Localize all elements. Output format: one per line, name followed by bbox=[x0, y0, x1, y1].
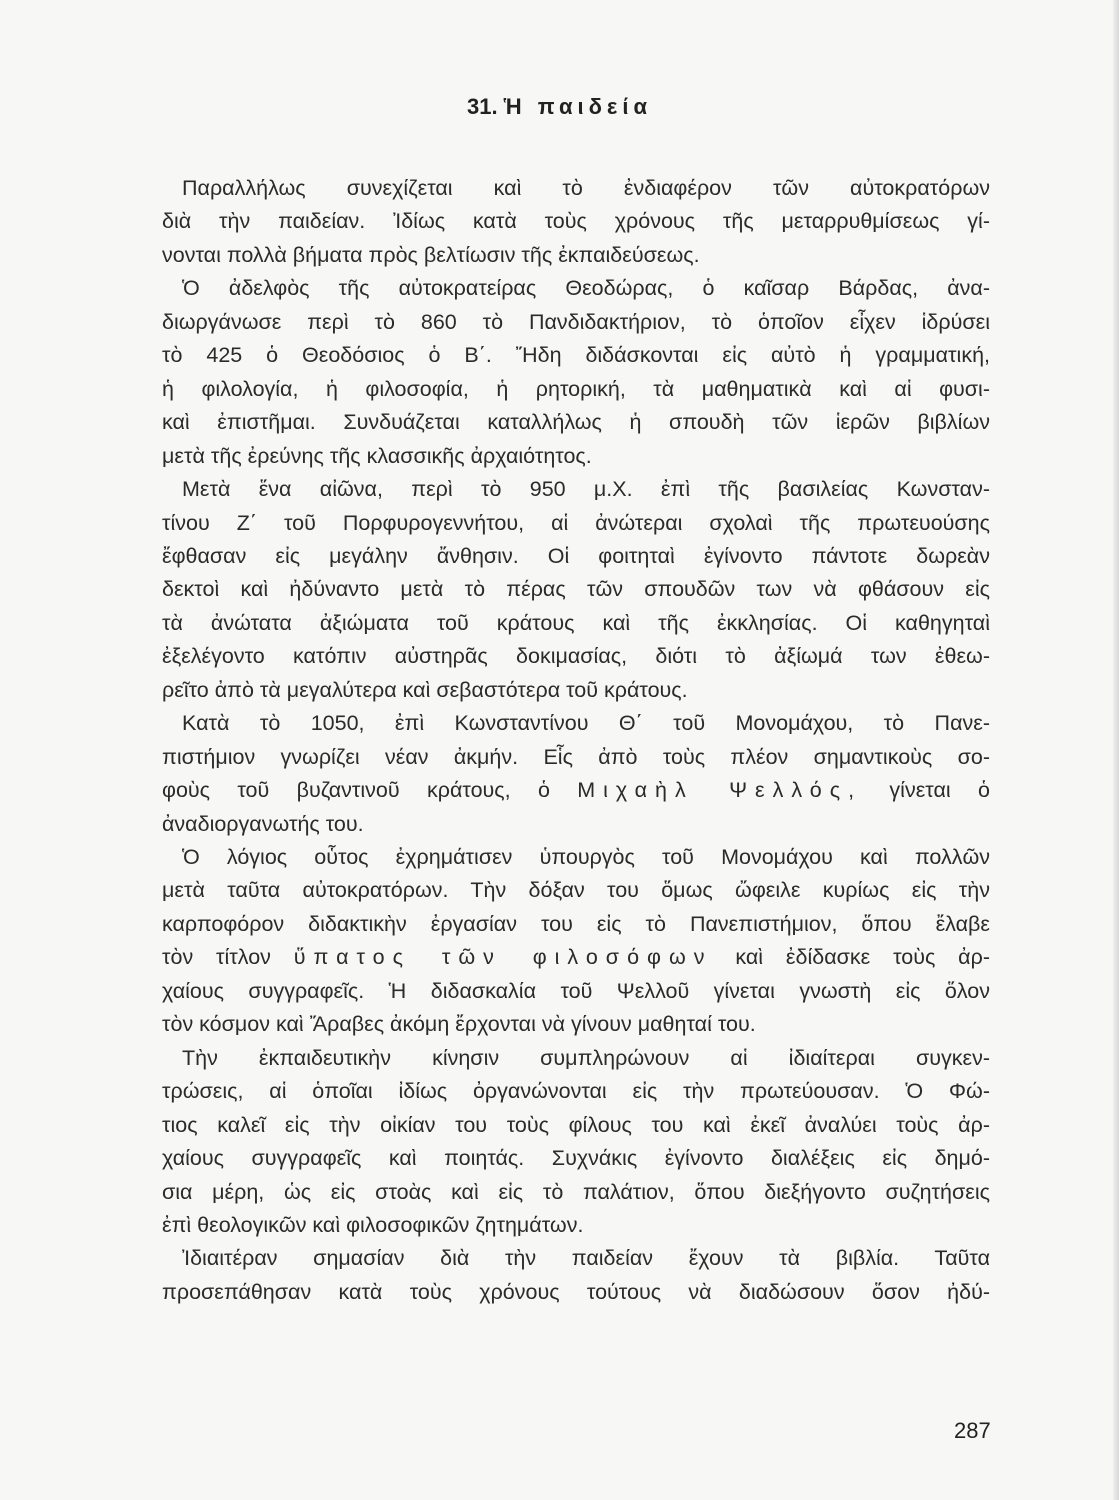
section-number: 31. bbox=[466, 94, 498, 119]
text-line: πιστήμιον γνωρίζει νέαν ἀκμήν. Εἷς ἀπὸ τοὺς πλέον σημαντικοὺς σο- bbox=[162, 744, 990, 769]
text-line: μετὰ ταῦτα αὐτοκρατόρων. Τὴν δόξαν του ὅμως ὤφειλε κυρίως εἰς τὴν bbox=[162, 878, 990, 903]
text-line: Ἰδιαιτέραν σημασίαν διὰ τὴν παιδείαν ἔχουν τὰ βιβλία. Ταῦτα bbox=[182, 1246, 990, 1271]
text-segment: καὶ ἐδίδασκε τοὺς ἀρ- bbox=[712, 945, 990, 970]
text-line: ἐπὶ θεολογικῶν καὶ φιλοσοφικῶν ζητημάτων. bbox=[162, 1212, 584, 1237]
section-title-text: Ἡ παιδεία bbox=[503, 94, 653, 119]
text-line: καρποφόρον διδακτικὴν ἐργασίαν του εἰς τὸ Πανεπιστήμιον, ὅπου ἔλαβε bbox=[162, 911, 990, 936]
text-line: τρώσεις, αἱ ὁποῖαι ἰδίως ὀργανώνονται εἰς τὴν πρωτεύουσαν. Ὁ Φώ- bbox=[162, 1079, 990, 1104]
text-line: Παραλλήλως συνεχίζεται καὶ τὸ ἐνδιαφέρον τῶν αὐτοκρατόρων bbox=[182, 176, 990, 200]
text-line: σια μέρη, ὡς εἰς στοὰς καὶ εἰς τὸ παλάτιον, ὅπου διεξήγοντο συζητήσεις bbox=[162, 1179, 990, 1204]
emphasized-spaced-text: Μιχαὴλ Ψελλός, bbox=[577, 778, 863, 803]
page-number: 287 bbox=[954, 1418, 991, 1443]
text-line: τιος καλεῖ εἰς τὴν οἰκίαν του τοὺς φίλους του καὶ ἐκεῖ ἀναλύει τοὺς ἀρ- bbox=[162, 1112, 990, 1137]
text-line: ἔφθασαν εἰς μεγάλην ἄνθησιν. Οἱ φοιτηταὶ ἐγίνοντο πάντοτε δωρεὰν bbox=[162, 543, 990, 568]
text-line: ρεῖτο ἀπὸ τὰ μεγαλύτερα καὶ σεβαστότερα τοῦ κράτους. bbox=[162, 677, 688, 702]
text-line: τὰ ἀνώτατα ἀξιώματα τοῦ κράτους καὶ τῆς ἐκκλησίας. Οἱ καθηγηταὶ bbox=[162, 610, 990, 635]
text-line: Τὴν ἐκπαιδευτικὴν κίνησιν συμπληρώνουν αἱ ἰδιαίτεραι συγκεν- bbox=[182, 1045, 990, 1070]
text-line: χαίους συγγραφεῖς καὶ ποιητάς. Συχνάκις ἐγίνοντο διαλέξεις εἰς δημό- bbox=[162, 1146, 990, 1171]
text-segment: φοὺς τοῦ βυζαντινοῦ κράτους, ὁ bbox=[162, 778, 578, 803]
section-title bbox=[0, 94, 1119, 120]
text-line: ἐξελέγοντο κατόπιν αὐστηρᾶς δοκιμασίας, διότι τὸ ἀξίωμά των ἐθεω- bbox=[162, 644, 990, 669]
text-line: Ὁ ἀδελφὸς τῆς αὐτοκρατείρας Θεοδώρας, ὁ καῖσαρ Βάρδας, ἀνα- bbox=[182, 276, 990, 301]
text-line: διὰ τὴν παιδείαν. Ἰδίως κατὰ τοὺς χρόνους τῆς μεταρρυθμίσεως γί- bbox=[162, 209, 990, 234]
text-line: προσεπάθησαν κατὰ τοὺς χρόνους τούτους νὰ διαδώσουν ὅσον ἠδύ- bbox=[162, 1279, 990, 1304]
text-line: καὶ ἐπιστῆμαι. Συνδυάζεται καταλλήλως ἡ σπουδὴ τῶν ἱερῶν βιβλίων bbox=[162, 410, 990, 435]
text-line bbox=[162, 943, 990, 971]
text-line: Κατὰ τὸ 1050, ἐπὶ Κωνσταντίνου Θ΄ τοῦ Μονομάχου, τὸ Πανε- bbox=[182, 711, 990, 736]
text-line bbox=[162, 776, 990, 804]
text-line: Μετὰ ἕνα αἰῶνα, περὶ τὸ 950 μ.Χ. ἐπὶ τῆς βασιλείας Κωνσταν- bbox=[182, 477, 990, 502]
text-line: δεκτοὶ καὶ ἠδύναντο μετὰ τὸ πέρας τῶν σπουδῶν των νὰ φθάσουν εἰς bbox=[162, 577, 990, 602]
text-line: νονται πολλὰ βήματα πρὸς βελτίωσιν τῆς ἐκπαιδεύσεως. bbox=[162, 242, 700, 267]
text-line: ἡ φιλολογία, ἡ φιλοσοφία, ἡ ρητορική, τὰ μαθηματικὰ καὶ αἱ φυσι- bbox=[162, 376, 990, 401]
text-line: μετὰ τῆς ἐρεύνης τῆς κλασσικῆς ἀρχαιότητος. bbox=[162, 443, 592, 468]
text-line: χαίους συγγραφεῖς. Ἡ διδασκαλία τοῦ Ψελλοῦ γίνεται γνωστὴ εἰς ὅλον bbox=[162, 978, 990, 1003]
text-segment: τὸν τίτλον bbox=[162, 945, 294, 970]
emphasized-spaced-text: ὕπατος τῶν φιλοσόφων bbox=[293, 945, 713, 970]
text-line: διωργάνωσε περὶ τὸ 860 τὸ Πανδιδακτήριον, τὸ ὁποῖον εἶχεν ἱδρύσει bbox=[162, 309, 990, 334]
page-edge-shadow bbox=[1113, 0, 1119, 1500]
text-line: τὸ 425 ὁ Θεοδόσιος ὁ Β΄. Ἤδη διδάσκονται εἰς αὐτὸ ἡ γραμματική, bbox=[162, 343, 990, 368]
text-line: ἀναδιοργανωτής του. bbox=[162, 811, 364, 836]
text-segment: γίνεται ὁ bbox=[862, 778, 990, 803]
text-line: Ὁ λόγιος οὗτος ἐχρημάτισεν ὑπουργὸς τοῦ Μονομάχου καὶ πολλῶν bbox=[182, 845, 990, 869]
text-line: τίνου Ζ΄ τοῦ Πορφυρογεννήτου, αἱ ἀνώτεραι σχολαὶ τῆς πρωτευούσης bbox=[162, 510, 990, 535]
text-line: τὸν κόσμον καὶ Ἄραβες ἀκόμη ἔρχονται νὰ γίνουν μαθηταί του. bbox=[162, 1012, 756, 1037]
